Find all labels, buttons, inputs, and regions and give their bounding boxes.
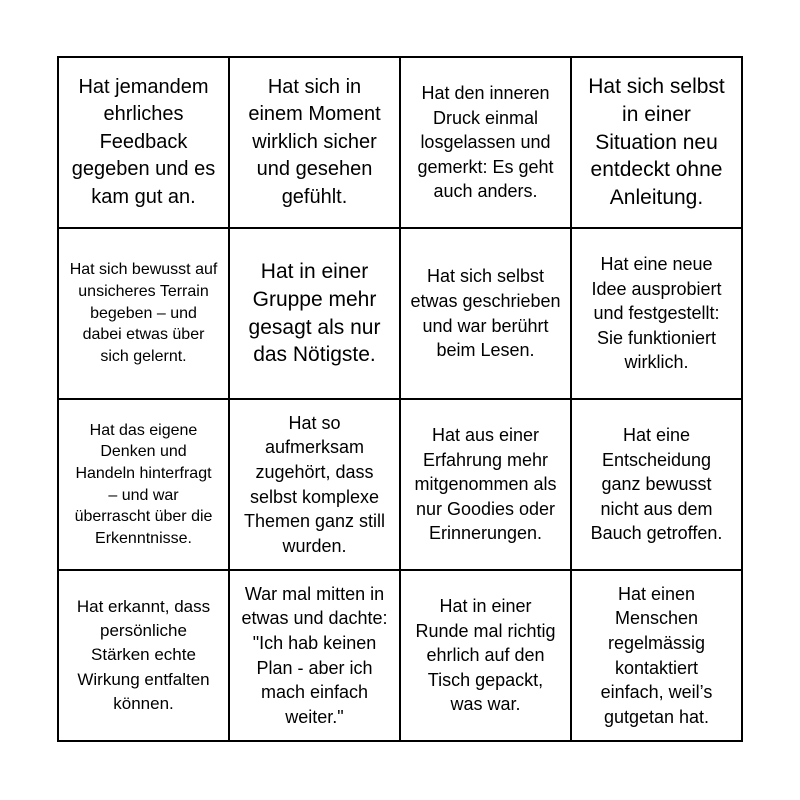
bingo-cell-6[interactable] (230, 229, 401, 400)
bingo-cell-9-text: Hat das eigene Denken und Handeln hinterfragt – und war überrascht über die Erkenntnisse. (74, 421, 213, 547)
bingo-cell-3[interactable] (401, 58, 572, 229)
bingo-cell-4-text: Hat sich selbst in einer Situation neu entdeckt ohne Anleitung. (588, 74, 725, 210)
bingo-cell-2[interactable] (230, 58, 401, 229)
bingo-cell-13-text: Hat erkannt, dass persönliche Stärken echte Wirkung entfalten können. (76, 597, 211, 713)
bingo-cell-9[interactable] (59, 400, 230, 571)
bingo-cell-3-text: Hat den inneren Druck einmal losgelassen und gemerkt: Es geht auch anders. (417, 82, 554, 202)
bingo-cell-15[interactable] (401, 571, 572, 742)
bingo-cell-6-text: Hat in einer Gruppe mehr gesagt als nur das Nötigste. (248, 259, 381, 367)
bingo-cell-14-text: War mal mitten in etwas und dachte: "Ich hab keinen Plan - aber ich mach einfach weiter." (241, 583, 388, 727)
bingo-cell-15-text: Hat in einer Runde mal richtig ehrlich auf den Tisch gepackt, was war. (415, 595, 556, 715)
bingo-cell-7-text: Hat sich selbst etwas geschrieben und war berührt beim Lesen. (410, 266, 561, 361)
bingo-cell-10[interactable] (230, 400, 401, 571)
bingo-cell-16-text: Hat einen Menschen regelmässig kontaktiert einfach, weil’s gutgetan hat. (600, 583, 713, 727)
bingo-cell-16[interactable] (572, 571, 743, 742)
bingo-cell-11[interactable] (401, 400, 572, 571)
bingo-cell-11-text: Hat aus einer Erfahrung mehr mitgenommen als nur Goodies oder Erinnerungen. (414, 424, 557, 544)
bingo-cell-10-text: Hat so aufmerksam zugehört, dass selbst komplexe Themen ganz still wurden. (243, 412, 386, 556)
bingo-cell-4[interactable] (572, 58, 743, 229)
bingo-board (57, 56, 743, 742)
bingo-cell-13[interactable] (59, 571, 230, 742)
bingo-cell-5-text: Hat sich bewusst auf unsicheres Terrain begeben – und dabei etwas über sich gelernt. (69, 260, 218, 366)
bingo-cell-8-text: Hat eine neue Idee ausprobiert und festgestellt: Sie funktioniert wirklich. (591, 253, 722, 373)
bingo-cell-5[interactable] (59, 229, 230, 400)
bingo-cell-2-text: Hat sich in einem Moment wirklich sicher und gesehen gefühlt. (248, 76, 381, 208)
bingo-cell-1-text: Hat jemandem ehrliches Feedback gegeben und es kam gut an. (71, 76, 216, 208)
bingo-cell-12-text: Hat eine Entscheidung ganz bewusst nicht aus dem Bauch getroffen. (590, 424, 723, 544)
bingo-cell-14[interactable] (230, 571, 401, 742)
bingo-cell-8[interactable] (572, 229, 743, 400)
bingo-cell-7[interactable] (401, 229, 572, 400)
bingo-cell-12[interactable] (572, 400, 743, 571)
bingo-cell-1[interactable] (59, 58, 230, 229)
